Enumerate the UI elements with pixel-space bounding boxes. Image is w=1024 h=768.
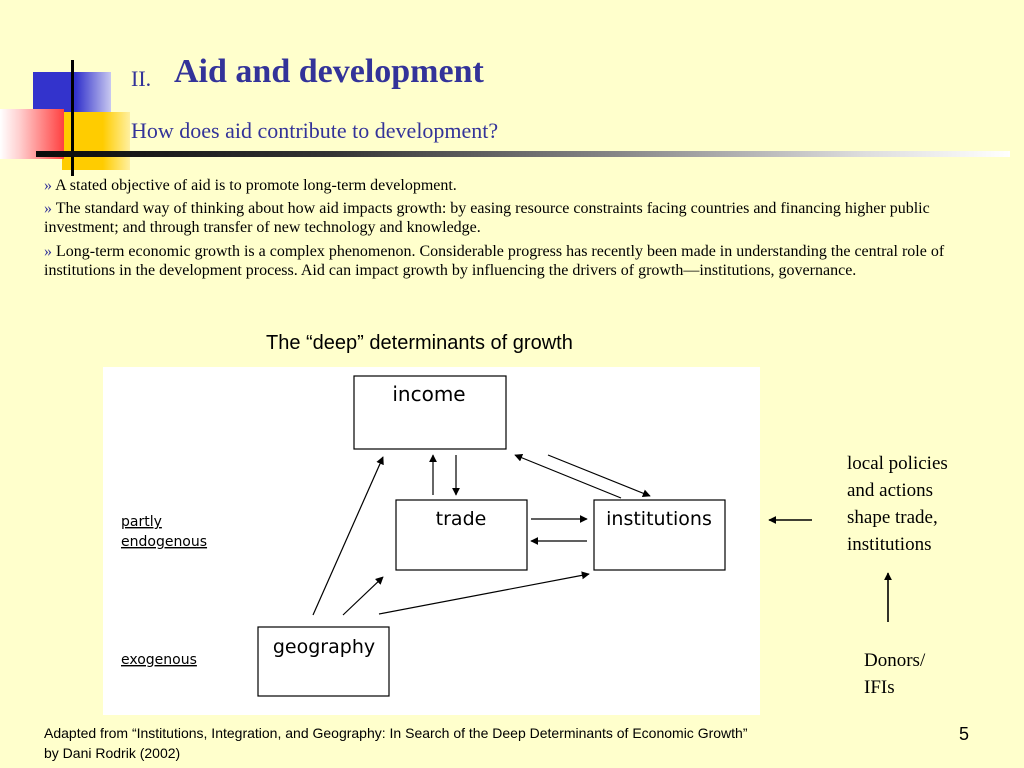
- bullet-marker: »: [44, 243, 52, 260]
- footnote-line: Adapted from “Institutions, Integration, and Geography: In Search of the Deep Determinants of Economic Growth”: [44, 725, 748, 741]
- institutions-label: institutions: [606, 508, 712, 530]
- side-arrows: [760, 500, 910, 630]
- source-footnote: [44, 723, 747, 763]
- bullet-text: Long-term economic growth is a complex phenomenon. Considerable progress has recently been made in understanding the central role of institutions in the development process. Aid can impact growth by influencing the drivers of growth—institutions, governance.: [44, 243, 945, 279]
- label-partly: partly: [121, 514, 162, 530]
- arrow-income-to-institutions: [548, 455, 650, 496]
- title-underline: [36, 151, 1010, 157]
- note-line: and actions: [847, 480, 934, 501]
- node-income: [354, 376, 506, 449]
- node-institutions: [594, 500, 725, 570]
- arrow-geography-to-trade: [343, 577, 383, 615]
- bullet-item: [44, 176, 974, 195]
- bullet-text: A stated objective of aid is to promote long-term development.: [55, 177, 457, 194]
- donors-line: Donors/: [864, 650, 926, 671]
- arrow-geography-to-institutions: [379, 574, 589, 614]
- arrow-institutions-to-income: [515, 455, 621, 498]
- page-number: 5: [959, 724, 970, 744]
- bullet-item: [44, 199, 974, 237]
- bullet-item: [44, 242, 974, 280]
- footnote-line: by Dani Rodrik (2002): [44, 745, 181, 761]
- note-line: institutions: [847, 534, 932, 555]
- bullet-marker: »: [44, 200, 52, 217]
- bullet-marker: »: [44, 177, 52, 194]
- geography-label: geography: [272, 636, 376, 658]
- section-numeral: II.: [131, 66, 152, 91]
- label-endogenous: endogenous: [121, 534, 208, 550]
- determinants-diagram: [103, 367, 760, 715]
- label-exogenous: exogenous: [121, 652, 197, 668]
- note-line: shape trade,: [847, 507, 938, 528]
- trade-label: trade: [435, 508, 487, 530]
- donors-label: [864, 647, 925, 701]
- slide-title: Aid and development: [174, 53, 484, 90]
- decor-vertical-line: [71, 60, 74, 176]
- bullet-text: The standard way of thinking about how aid impacts growth: by easing resource constraints facing countries and financing higher public investment; and through transfer of new technology and knowledge.: [44, 200, 930, 236]
- donors-line: IFIs: [864, 677, 895, 698]
- figure-title: The “deep” determinants of growth: [266, 332, 573, 354]
- arrow-geography-to-income: [313, 457, 383, 615]
- diagram-panel: [103, 367, 760, 715]
- node-geography: [258, 627, 389, 696]
- node-trade: [396, 500, 527, 570]
- slide-subtitle: How does aid contribute to development?: [131, 118, 499, 143]
- note-line: local policies: [847, 453, 948, 474]
- income-label: income: [392, 382, 466, 406]
